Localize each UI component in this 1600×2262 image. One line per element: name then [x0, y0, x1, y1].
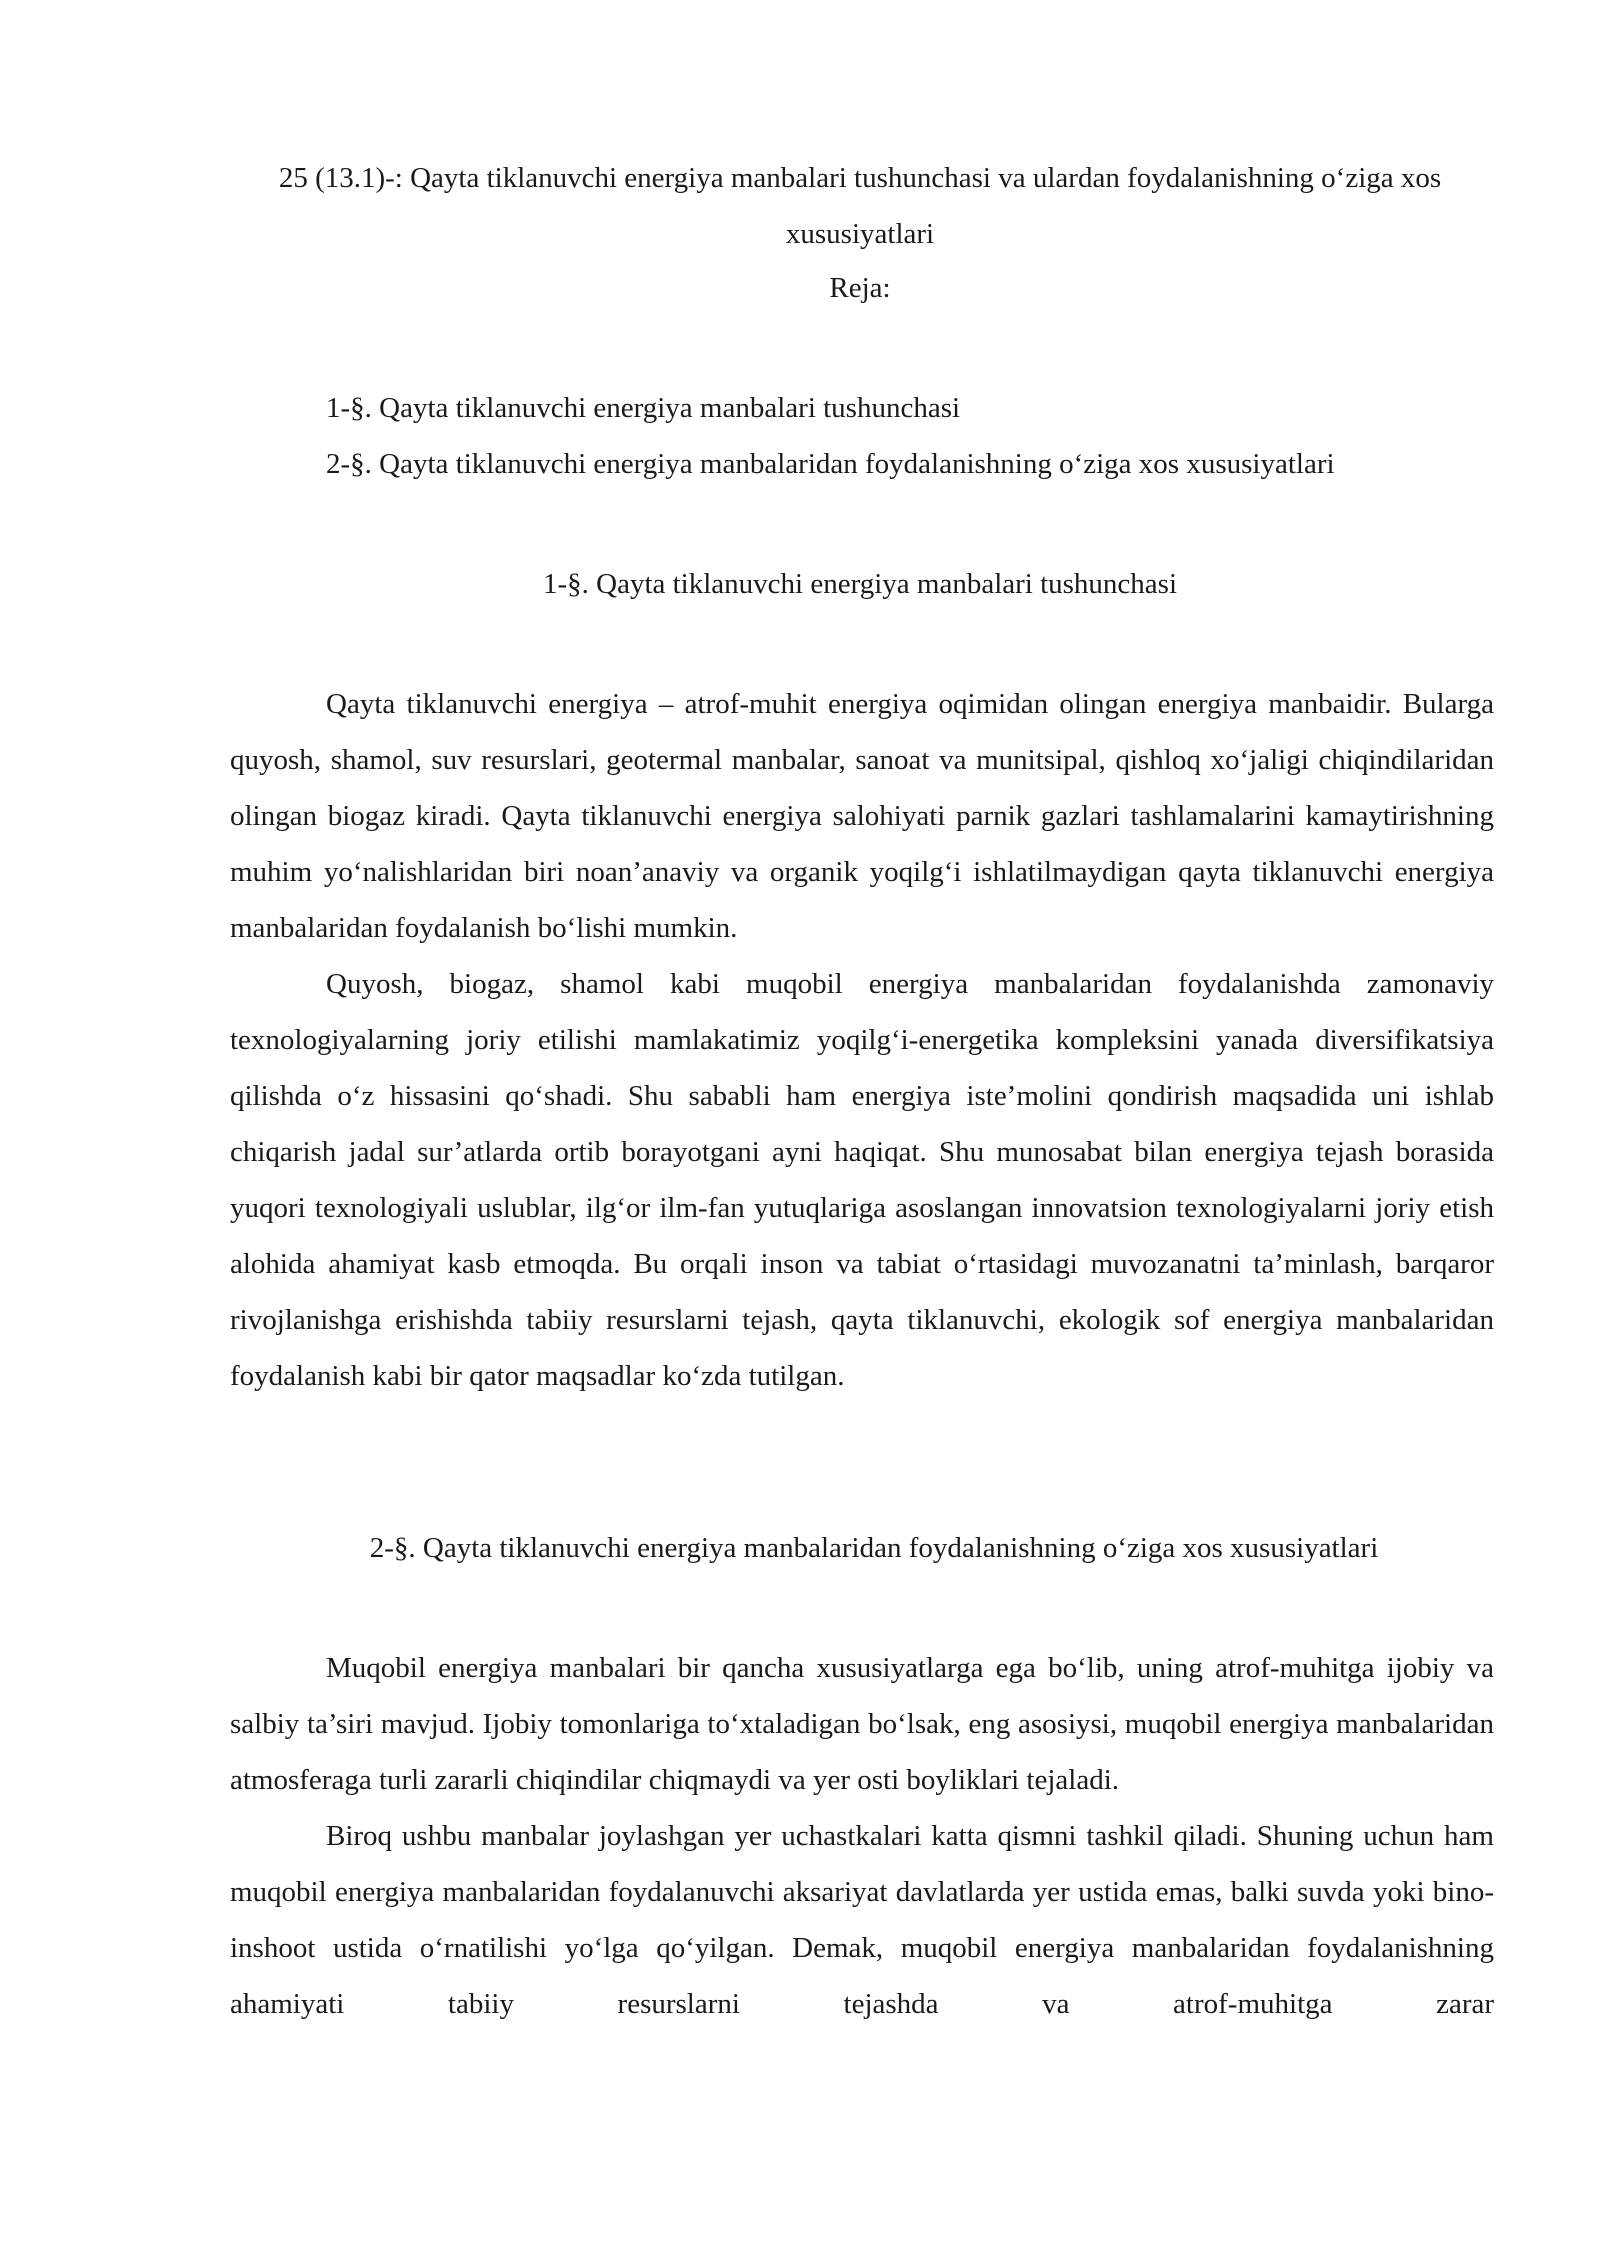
section-2-paragraph: Biroq ushbu manbalar joylashgan yer uchastkalari katta qismni tashkil qiladi. Shuning uchun ham muqobil energiya manbalaridan foydalanuvchi aksariyat davlatlarda yer ustida emas, balki suvda yoki bino-inshoot ustida o‘rnatilishi yo‘lga qo‘yilgan. Demak, muqobil energiya manbalaridan foydalanishning ahamiyati tabiiy resurslarni tejashda va atrof-muhitga zarar — [230, 1820, 1494, 2020]
section-2-heading: 2-§. Qayta tiklanuvchi energiya manbalaridan foydalanishning o‘ziga xos xususiyatlari — [369, 1532, 1379, 1564]
plan-list — [326, 380, 1335, 492]
document-title: 25 (13.1)-: Qayta tiklanuvchi energiya manbalari tushunchasi va ulardan foydalanishning o‘ziga xos xususiyatlari — [278, 162, 1442, 250]
plan-item: 2-§. Qayta tiklanuvchi energiya manbalaridan foydalanishning o‘ziga xos xususiyatlari — [326, 448, 1335, 480]
section-1-heading: 1-§. Qayta tiklanuvchi energiya manbalari tushunchasi — [542, 568, 1178, 600]
plan-label: Reja: — [829, 272, 891, 304]
plan-item: 1-§. Qayta tiklanuvchi energiya manbalari tushunchasi — [326, 392, 961, 424]
section-1-body — [230, 676, 1494, 1404]
section-2-body — [230, 1640, 1494, 2032]
section-2-paragraph: Muqobil energiya manbalari bir qancha xususiyatlarga ega bo‘lib, uning atrof-muhitga ijobiy va salbiy ta’siri mavjud. Ijobiy tomonlariga to‘xtaladigan bo‘lsak, eng asosiysi, muqobil energiya manbalaridan atmosferaga turli zararli chiqindilar chiqmaydi va yer osti boyliklari tejaladi. — [230, 1652, 1494, 1796]
section-1-paragraph: Quyosh, biogaz, shamol kabi muqobil energiya manbalaridan foydalanishda zamonaviy texnologiyalarning joriy etilishi mamlakatimiz yoqilg‘i-energetika kompleksini yanada diversifikatsiya qilishda o‘z hissasini qo‘shadi. Shu sababli ham energiya iste’molini qondirish maqsadida uni ishlab chiqarish jadal sur’atlarda ortib borayotgani ayni haqiqat. Shu munosabat bilan energiya tejash borasida yuqori texnologiyali uslublar, ilg‘or ilm-fan yutuqlariga asoslangan innovatsion texnologiyalarni joriy etish alohida ahamiyat kasb etmoqda. Bu orqali inson va tabiat o‘rtasidagi muvozanatni ta’minlash, barqaror rivojlanishga erishishda tabiiy resurslarni tejash, qayta tiklanuvchi, ekologik sof energiya manbalaridan foydalanish kabi bir qator maqsadlar ko‘zda tutilgan. — [230, 968, 1494, 1392]
section-1-paragraph: Qayta tiklanuvchi energiya – atrof-muhit energiya oqimidan olingan energiya manbaidir. Bularga quyosh, shamol, suv resurslari, geotermal manbalar, sanoat va munitsipal, qishloq xo‘jaligi chiqindilaridan olingan biogaz kiradi. Qayta tiklanuvchi energiya salohiyati parnik gazlari tashlamalarini kamaytirishning muhim yo‘nalishlaridan biri noan’anaviy va organik yoqilg‘i ishlatilmaydigan qayta tiklanuvchi energiya manbalaridan foydalanish bo‘lishi mumkin. — [230, 688, 1494, 944]
